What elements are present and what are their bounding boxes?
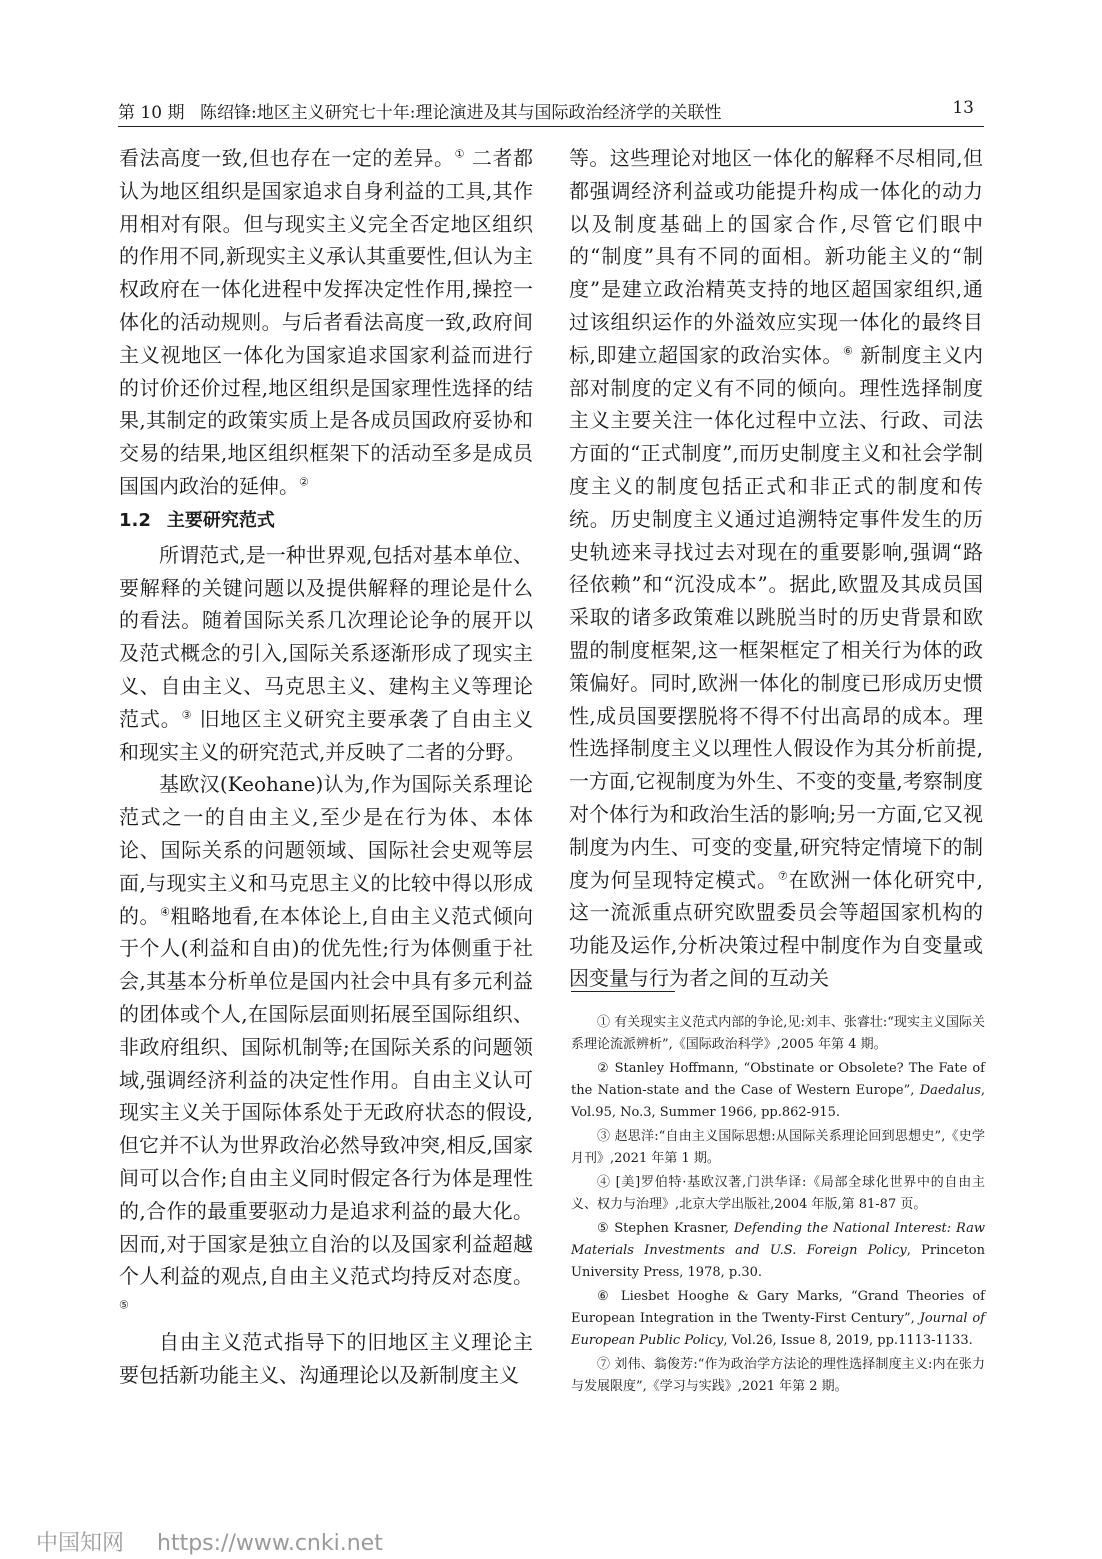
right-column <box>569 142 983 995</box>
page-number: 13 <box>952 98 974 118</box>
footnote-ref-1[interactable]: ① <box>454 147 465 161</box>
text-run: 在欧洲一体化研究中,这一流派重点研究欧盟委员会等超国家机构的功能及运作,分析决策过程中制度作为自变量或因变量与行为者之间的互动关 <box>569 867 983 990</box>
footnote-4: ④ [美]罗伯特·基欧汉著,门洪华译:《局部全球化世界中的自由主义、权力与治理》,北京大学出版社,2004 年版,第 81-87 页。 <box>571 1175 985 1212</box>
paragraph <box>119 768 533 1326</box>
text-run: 基欧汉(Keohane)认为,作为国际关系理论范式之一的自由主义,至少是在行为体、本体论、国际关系的问题领域、国际社会史观等层面,与现实主义和马克思主义的比较中得以形成的。 <box>119 772 533 928</box>
footnote-2 <box>571 1058 985 1124</box>
paragraph: 自由主义范式指导下的旧地区主义理论主要包括新功能主义、沟通理论以及新制度主义 <box>119 1329 533 1387</box>
footnote-5 <box>571 1218 985 1284</box>
text-run: , Princeton University Press, 1978, p.30. <box>571 1243 985 1280</box>
footnote-6 <box>571 1286 985 1352</box>
footnote-ref-4[interactable]: ④ <box>160 904 171 918</box>
footnote-3: ③ 赵思洋:“自由主义国际思想:从国际关系理论回到思想史”,《史学月刊》,2021 年第 1 期。 <box>571 1129 985 1166</box>
footnote-ref-2[interactable]: ② <box>299 475 309 489</box>
section-title: 主要研究范式 <box>166 509 275 531</box>
text-run: 旧地区主义研究主要承袭了自由主义和现实主义的研究范式,并反映了二者的分野。 <box>119 706 533 764</box>
footnote-ref-7[interactable]: ⑦ <box>777 868 789 882</box>
text-run: 粗略地看,在本体论上,自由主义范式倾向于个人(利益和自由)的优先性;行为体侧重于社会,其基本分析单位是国内社会中具有多元利益的团体或个人,在国际层面则拓展至国际组织、非政府组织、国际机制等;在国际关系的问题领域,强调经济利益的决定性作用。自由主义认可现实主义关于国际体系处于无政府状态的假设,但它并不认为世界政治必然导致冲突,相反,国家间可以合作;自由主义同时假定各行为体是理性的,合作的最重要驱动力是追求利益的最大化。因而,对于国家是独立自治的以及国家利益超越个人利益的观点,自由主义范式均持反对态度。 <box>119 903 533 1289</box>
journal-title: Daedalus <box>919 1083 981 1098</box>
watermark-url[interactable]: https://www.cnki.net <box>157 1531 383 1556</box>
running-title: 陈绍锋:地区主义研究七十年:理论演进及其与国际政治经济学的关联性 <box>200 103 722 123</box>
text-run: 二者都认为地区组织是国家追求自身利益的工具,其作用相对有限。但与现实主义完全否定地区组织的作用不同,新现实主义承认其重要性,但认为主权政府在一体化进程中发挥决定性作用,操控一体化的活动规则。与后者看法高度一致,政府间主义视地区一体化为国家追求国家利益而进行的讨价还价过程,地区组织是国家理性选择的结果,其制定的政策实质上是各成员国政府妥协和交易的结果,地区组织框架下的活动至多是成员国国内政治的延伸。 <box>119 146 533 498</box>
footnote-ref-3[interactable]: ③ <box>181 708 193 722</box>
text-run: ⑥ Liesbet Hooghe & Gary Marks, “Grand Theories of European Integration in the Twenty-First Century”, <box>571 1289 985 1326</box>
cnki-watermark <box>36 1526 383 1557</box>
paragraph <box>119 539 533 769</box>
footnote-1: ① 有关现实主义范式内部的争论,见:刘丰、张睿壮:“现实主义国际关系理论流派辨析”,《国际政治科学》,2005 年第 4 期。 <box>571 1015 985 1052</box>
issue-label: 第 10 期 <box>118 103 185 123</box>
text-run: 所谓范式,是一种世界观,包括对基本单位、要解释的关键问题以及提供解释的理论是什么的看法。随着国际关系几次理论论争的展开以及范式概念的引入,国际关系逐渐形成了现实主义、自由主义、马克思主义、建构主义等理论范式。 <box>119 542 533 731</box>
section-number: 1.2 <box>119 509 151 531</box>
paragraph <box>119 142 533 503</box>
footnote-7: ⑦ 刘伟、翁俊芳:“作为政治学方法论的理性选择制度主义:内在张力与发展限度”,《学习与实践》,2021 年第 2 期。 <box>571 1357 985 1394</box>
header-rule <box>118 126 984 127</box>
footnote-rule <box>571 991 675 992</box>
footnotes <box>571 1012 985 1400</box>
paragraph <box>569 142 983 995</box>
journal-title: Journal of European Public Policy <box>571 1311 985 1348</box>
text-run: 看法高度一致,但也存在一定的差异。 <box>119 146 455 170</box>
text-run: 新制度主义内部对制度的定义有不同的倾向。理性选择制度主义主要关注一体化过程中立法、行政、司法方面的“正式制度”,而历史制度主义和社会学制度主义的制度包括正式和非正式的制度和传统。历史制度主义通过追溯特定事件发生的历史轨迹来寻找过去对现在的重要影响,强调“路径依赖”和“沉没成本”。据此,欧盟及其成员国采取的诸多政策难以跳脱当时的历史背景和欧盟的制度框架,这一框架框定了相关行为体的政策偏好。同时,欧洲一体化的制度已形成历史惯性,成员国要摆脱将不得不付出高昂的成本。理性选择制度主义以理性人假设作为其分析前提,一方面,它视制度为外生、不变的变量,考察制度对个体行为和政治生活的影响;另一方面,它又视制度为内生、可变的变量,研究特定情境下的制度为何呈现特定模式。 <box>569 342 983 892</box>
footnote-ref-6[interactable]: ⑥ <box>842 344 854 358</box>
book-title: Defending the National Interest: Raw Materials Investments and U.S. Foreign Policy <box>571 1221 985 1258</box>
section-heading <box>119 505 533 537</box>
text-run: 等。这些理论对地区一体化的解释不尽相同,但都强调经济利益或功能提升构成一体化的动力以及制度基础上的国家合作,尽管它们眼中的“制度”具有不同的面相。新功能主义的“制度”是建立政治精英支持的地区超国家组织,通过该组织运作的外溢效应实现一体化的最终目标,即建立超国家的政治实体。 <box>569 146 983 367</box>
running-header <box>118 96 984 126</box>
footnote-ref-5[interactable]: ⑤ <box>119 1298 129 1312</box>
left-column <box>119 142 533 1391</box>
watermark-brand: 中国知网 <box>36 1531 125 1556</box>
text-run: ② Stanley Hoffmann, “Obstinate or Obsolete? The Fate of the Nation-state and the Case of Western Europe”, <box>571 1061 985 1098</box>
text-run: , Vol.26, Issue 8, 2019, pp.1113-1133. <box>723 1333 973 1348</box>
text-run: ⑤ Stephen Krasner, <box>597 1221 734 1236</box>
text-run: , Vol.95, No.3, Summer 1966, pp.862-915. <box>571 1083 985 1120</box>
